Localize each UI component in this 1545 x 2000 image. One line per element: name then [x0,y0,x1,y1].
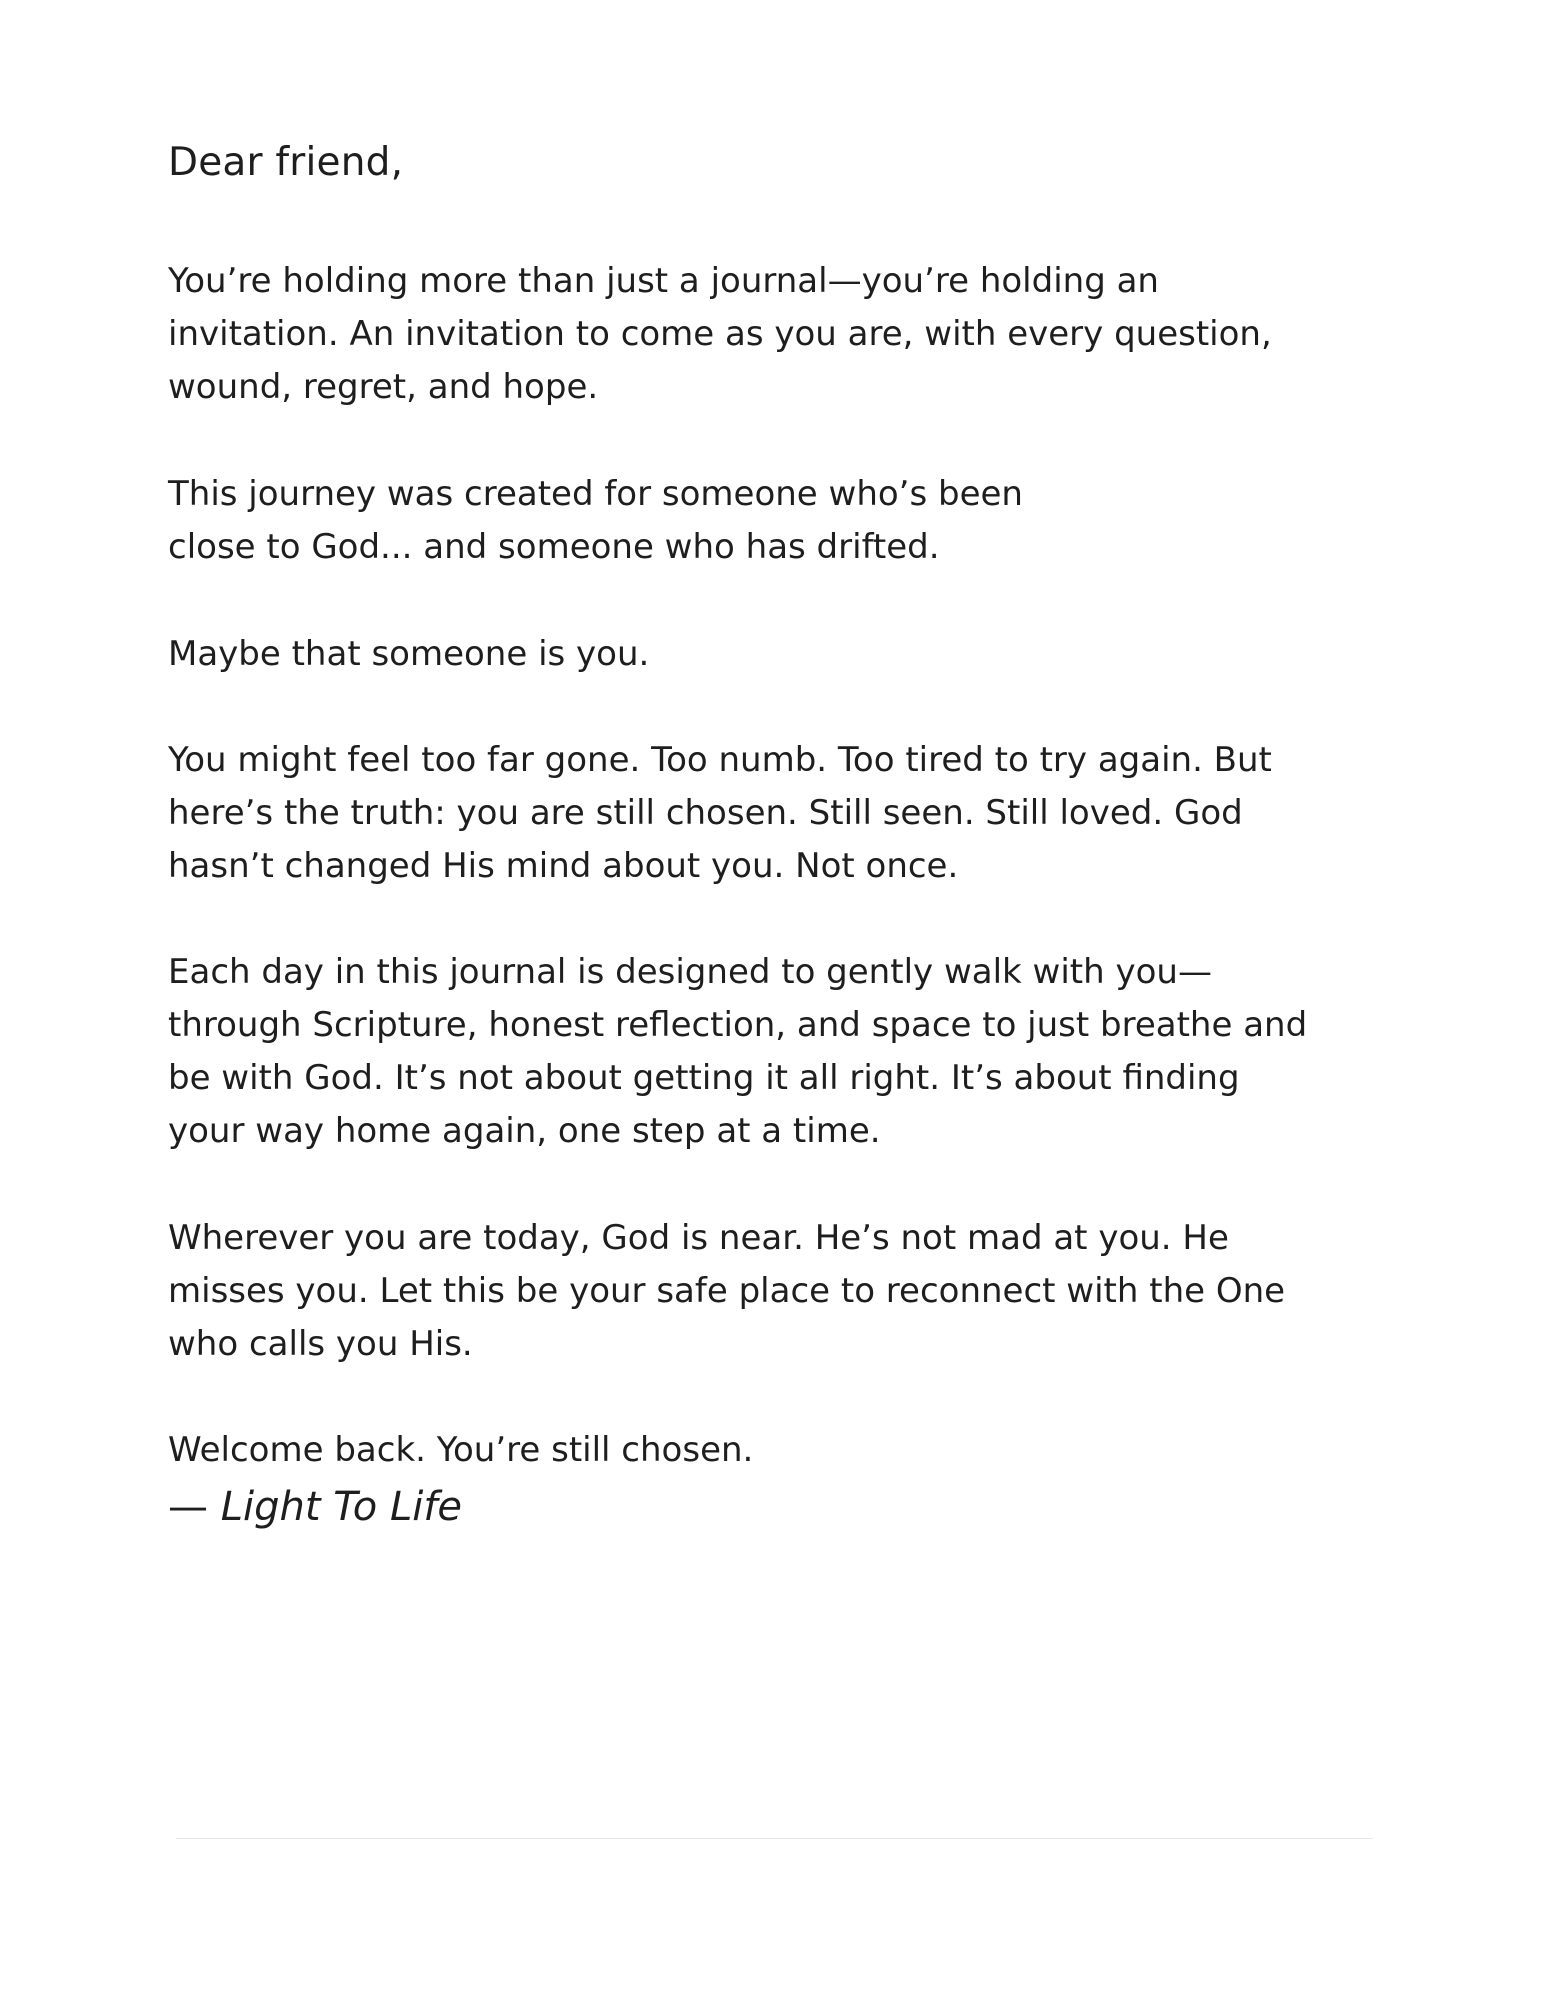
salutation: Dear friend, [168,140,404,185]
paragraph-each-day [168,946,1307,1158]
paragraph-line: through Scripture, honest reflection, and space to just breathe and [168,1005,1308,1045]
paragraph-maybe [168,628,649,681]
paragraph-wherever [168,1212,1285,1371]
paragraph-line: hasn’t changed His mind about you. Not once. [168,846,959,886]
paragraph-line: who calls you His. [168,1324,473,1364]
footer-divider [176,1838,1373,1839]
paragraph-line: be with God. It’s not about getting it all right. It’s about finding [168,1058,1240,1098]
paragraph-line: wound, regret, and hope. [168,367,599,407]
paragraph-line: Each day in this journal is designed to gently walk with you— [168,952,1212,992]
paragraph-line: Wherever you are today, God is near. He’s not mad at you. He [168,1218,1229,1258]
paragraph-line: your way home again, one step at a time. [168,1111,881,1151]
paragraph-line: You’re holding more than just a journal—you’re holding an [168,261,1159,301]
paragraph-line: You might feel too far gone. Too numb. Too tired to try again. But [168,740,1272,780]
paragraph-line: close to God... and someone who has drifted. [168,527,940,567]
paragraph-line: misses you. Let this be your safe place to reconnect with the One [168,1271,1286,1311]
paragraph-welcome-back [168,1424,753,1477]
paragraph-line: This journey was created for someone who’s been [168,474,1023,514]
paragraph-invitation [168,255,1272,414]
paragraph-line: Welcome back. You’re still chosen. [168,1430,754,1470]
signature-name: Light To Life [220,1484,463,1530]
paragraph-journey [168,468,1023,574]
signature-dash: — [168,1484,221,1530]
paragraph-truth [168,734,1272,893]
paragraph-line: invitation. An invitation to come as you are, with every question, [168,314,1272,354]
paragraph-line: here’s the truth: you are still chosen. Still seen. Still loved. God [168,793,1243,833]
signature [168,1479,462,1535]
paragraph-line: Maybe that someone is you. [168,634,650,674]
